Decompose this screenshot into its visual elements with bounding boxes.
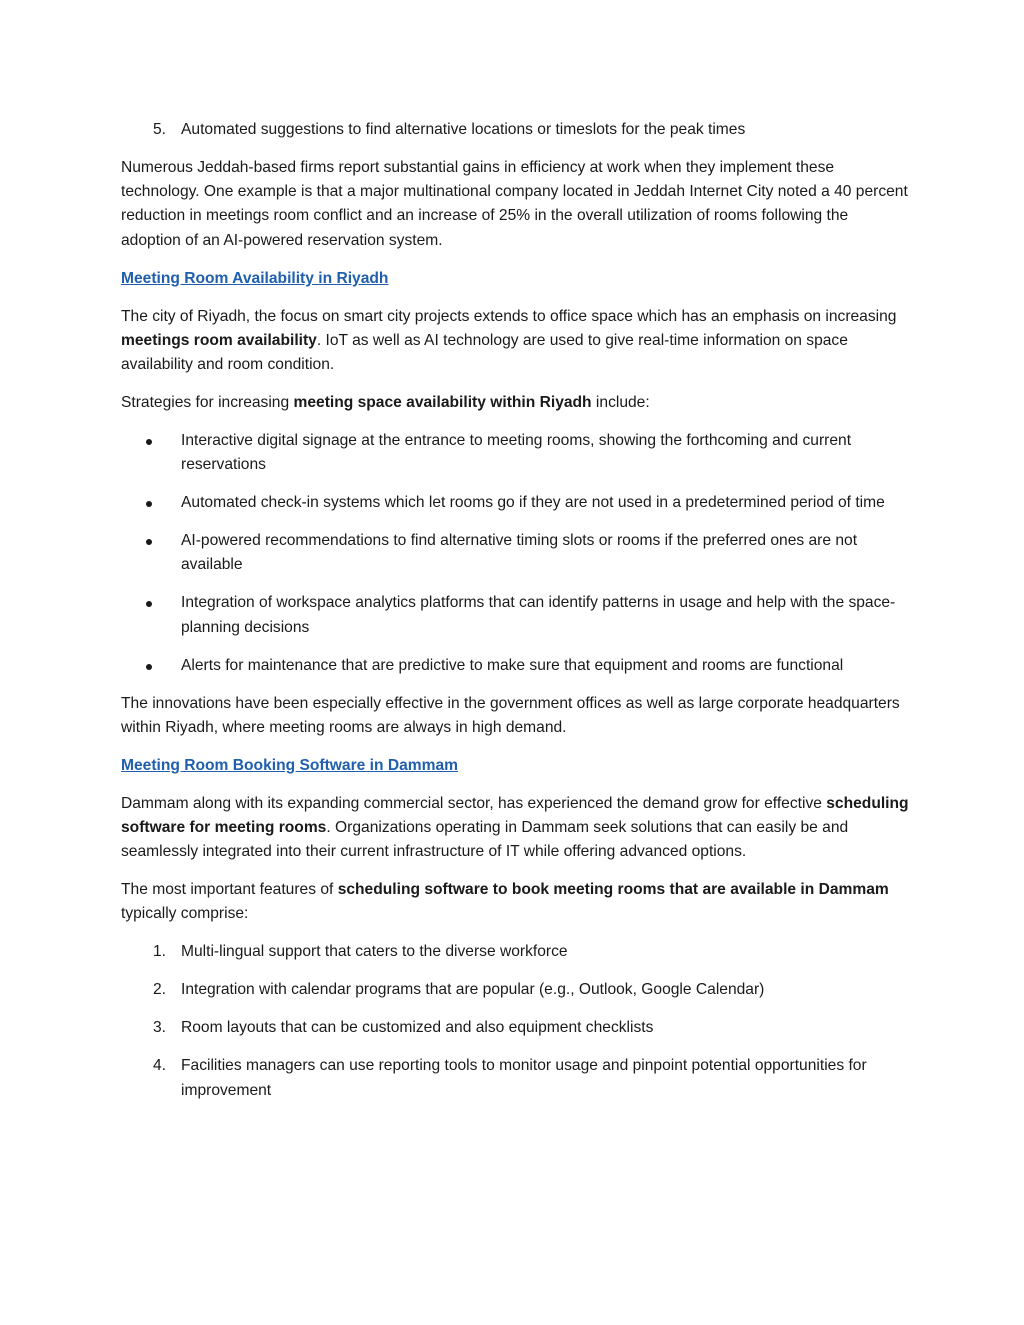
- riyadh-intro-text-end: . IoT as well as AI technology are used to give real-time information on space availability and room condition.: [121, 331, 848, 374]
- bullet-icon: [146, 539, 152, 545]
- dammam-intro-paragraph: [121, 792, 911, 865]
- dammam-features-text-end: typically comprise:: [121, 905, 249, 923]
- list-item: [121, 118, 911, 142]
- list-item: [121, 1016, 911, 1040]
- riyadh-strategies-text-end: include:: [591, 394, 650, 412]
- list-number: 4.: [152, 1057, 166, 1075]
- riyadh-intro-paragraph: [121, 305, 911, 378]
- bullet-icon: [146, 501, 152, 507]
- list-item-text: Integration of workspace analytics platforms that can identify patterns in usage and help with the space-planning decisions: [181, 594, 896, 636]
- riyadh-strategies-text: Strategies for increasing: [121, 394, 294, 412]
- list-number: 1.: [152, 943, 166, 961]
- numbered-list-continued: [121, 118, 911, 142]
- list-item-text: AI-powered recommendations to find alternative timing slots or rooms if the preferred ones are not available: [181, 532, 858, 574]
- list-item-text: Automated suggestions to find alternative locations or timeslots for the peak times: [181, 121, 746, 138]
- bullet-icon: [146, 601, 152, 607]
- riyadh-bullet-list: [121, 429, 911, 678]
- document-page: [121, 118, 911, 1117]
- dammam-heading-link[interactable]: Meeting Room Booking Software in Dammam: [121, 756, 459, 774]
- riyadh-heading[interactable]: [121, 267, 911, 291]
- riyadh-intro-text: The city of Riyadh, the focus on smart city projects extends to office space which has an emphasis on increasing: [121, 307, 897, 325]
- list-item: [121, 591, 911, 639]
- dammam-intro-text-end: . Organizations operating in Dammam seek solutions that can easily be and seamlessly integrated into their current infrastructure of IT while offering advanced options.: [121, 819, 849, 861]
- list-number: 2.: [152, 981, 166, 999]
- list-item-text: Multi-lingual support that caters to the diverse workforce: [181, 943, 568, 961]
- list-item-text: Automated check-in systems which let rooms go if they are not used in a predetermined period of time: [181, 494, 885, 512]
- list-item: [121, 978, 911, 1002]
- dammam-features-paragraph: [121, 878, 911, 926]
- list-item: [121, 940, 911, 964]
- dammam-features-text: The most important features of: [121, 881, 338, 899]
- list-item: [121, 491, 911, 515]
- dammam-intro-text: Dammam along with its expanding commercial sector, has experienced the demand grow for effective: [121, 794, 827, 812]
- list-item: [121, 654, 911, 678]
- riyadh-closing-paragraph: The innovations have been especially effective in the government offices as well as large corporate headquarters within Riyadh, where meeting rooms are always in high demand.: [121, 694, 900, 736]
- jeddah-paragraph: Numerous Jeddah-based firms report substantial gains in efficiency at work when they implement these technology. One example is that a major multinational company located in Jeddah Internet City noted a 40 percent reduction in meetings room conflict and an increase of 25% in the overall utilization of rooms following the adoption of an AI-powered reservation system.: [121, 159, 908, 249]
- dammam-numbered-list: [121, 940, 911, 1102]
- riyadh-strategies-paragraph: [121, 391, 911, 415]
- riyadh-strategies-bold: meeting space availability within Riyadh: [293, 394, 592, 412]
- list-item: [121, 429, 911, 477]
- list-item-text: Room layouts that can be customized and also equipment checklists: [181, 1019, 654, 1037]
- bullet-icon: [146, 439, 152, 445]
- bullet-icon: [146, 664, 152, 670]
- list-item-text: Alerts for maintenance that are predictive to make sure that equipment and rooms are functional: [181, 656, 844, 674]
- dammam-intro-bold: scheduling software for meeting rooms: [121, 794, 909, 837]
- dammam-features-bold: scheduling software to book meeting rooms that are available in Dammam: [337, 881, 889, 899]
- riyadh-heading-link[interactable]: Meeting Room Availability in Riyadh: [121, 269, 389, 287]
- list-item: [121, 1054, 911, 1102]
- list-number: 5.: [152, 121, 166, 138]
- dammam-heading[interactable]: [121, 754, 911, 778]
- list-item: [121, 529, 911, 577]
- list-item-text: Integration with calendar programs that are popular (e.g., Outlook, Google Calendar): [181, 981, 765, 999]
- riyadh-intro-bold: meetings room availability: [121, 331, 317, 349]
- list-item-text: Facilities managers can use reporting tools to monitor usage and pinpoint potential opportunities for improvement: [181, 1057, 867, 1099]
- list-item-text: Interactive digital signage at the entrance to meeting rooms, showing the forthcoming and current reservations: [181, 432, 852, 474]
- list-number: 3.: [152, 1019, 166, 1037]
